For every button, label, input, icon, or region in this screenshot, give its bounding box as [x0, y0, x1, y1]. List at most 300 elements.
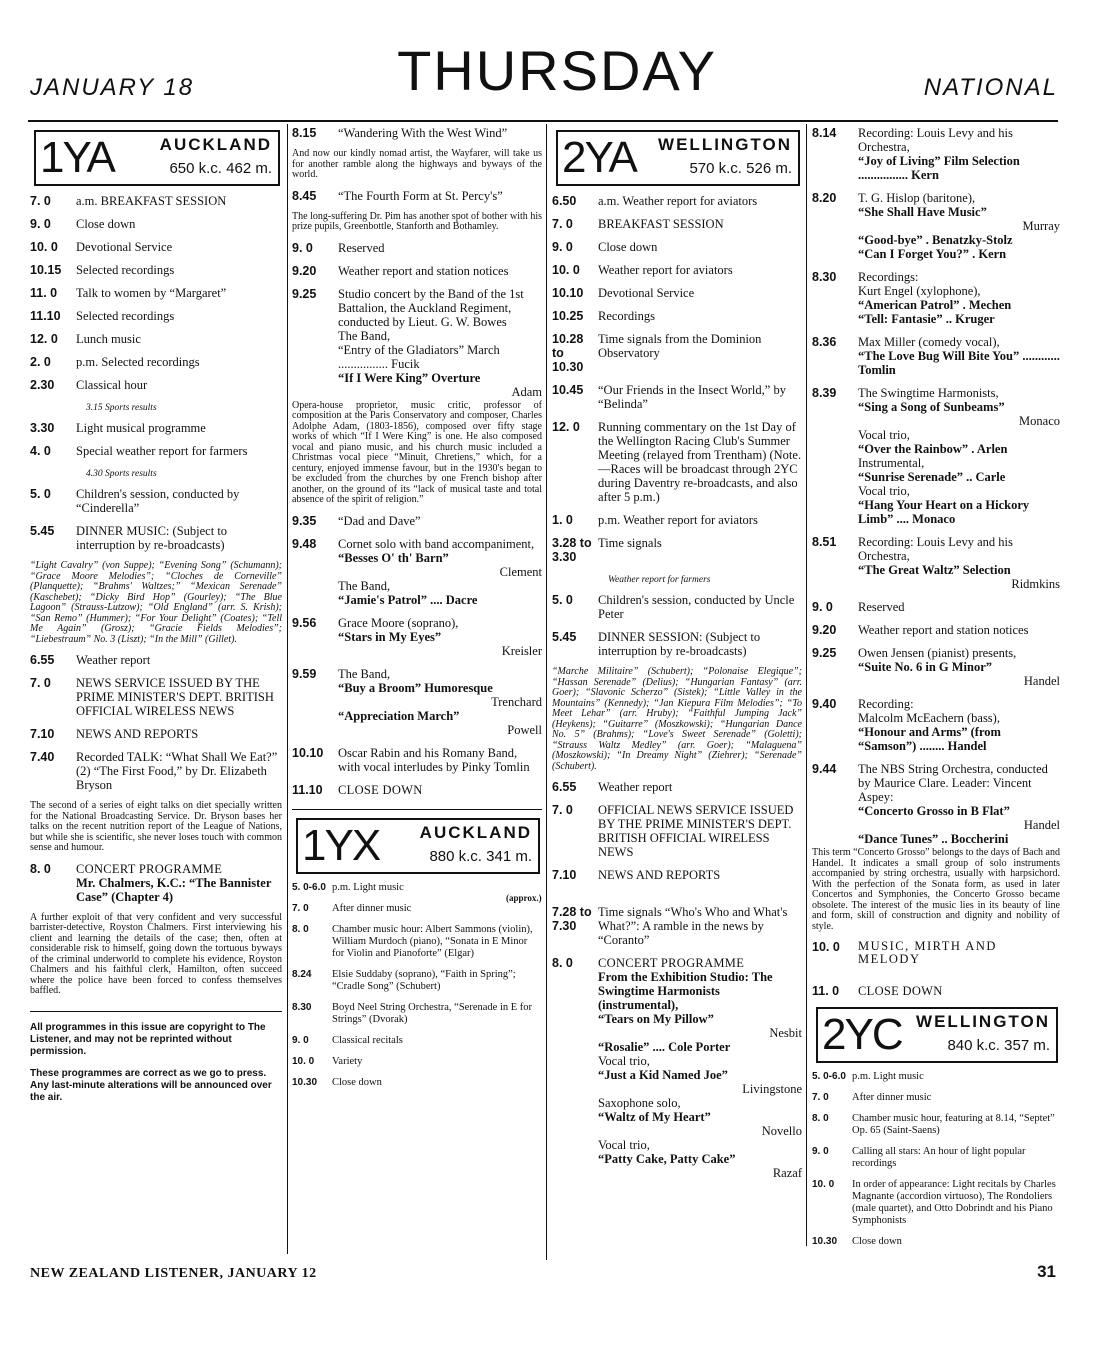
entry-composer: Adam	[511, 384, 542, 399]
entry-text: Weather report for aviators	[598, 263, 733, 277]
programme-entry	[30, 750, 282, 792]
entry-time: 6.50	[552, 194, 577, 208]
dinner-music-list: “Marche Militaire” (Schubert); “Polonaise Elegique”; “Hassan Serenade” (Delius); “Hungarian Fantasy” (arr. Goer); “Slavonic Scherzo” (Sistek); “Little Valley in the Mountains” (Kennedy); “Jan Kiepura Film Melodies”; “To Meet Lehar” (arr. Hruby); “Faithful Jumping Jack” (Heykens); “Guitarre” (Moszkowski); “Hungarian Dance No. 5” (Brahms); “Love's Sweet Serenade” (Goletti); “Strauss Waltz Medley” (arr. Goer); “Malaguena” (Moszkowski); “In Dreamy Night” (Ziehrer); “Serenade” (Schubert).	[552, 666, 802, 772]
entry-composer: Clement	[499, 564, 542, 579]
entry-time: 2. 0	[30, 355, 51, 369]
entry-text: The Swingtime Harmonists,	[858, 386, 999, 400]
entry-time: 3.28 to 3.30	[552, 536, 592, 564]
entry-text: Close down	[332, 1076, 382, 1088]
programme-entry	[30, 217, 282, 231]
programme-entry	[812, 535, 1060, 591]
entry-line: “Sing a Song of Sunbeams”	[858, 400, 1005, 414]
entry-time: 10.10	[292, 745, 324, 760]
column-2	[292, 126, 542, 1098]
programme-entry	[292, 287, 542, 399]
entry-time: 9.20	[292, 263, 317, 278]
entry-time: 8.51	[812, 535, 837, 549]
entry-text: Recordings	[598, 309, 655, 323]
entry-text: Time signals	[598, 536, 662, 550]
entry-time: 10.30	[812, 1236, 838, 1247]
station-box-2yc	[816, 1007, 1058, 1063]
entry-time: 10.15	[30, 263, 62, 277]
programme-entry	[30, 332, 282, 346]
programme-entry	[552, 536, 802, 564]
entry-time: 6.55	[30, 653, 55, 667]
concert-note: A further exploit of that very confident and very successful barrister-detective, Royston Chalmers. First interviewing his client and learning the details of the case; then, often at considerable risk to himself, going down the tortuous byways of the criminal underworld to complete his evidence, Royston Chalmers and his faithful clerk, Hamilton, often succeed where the police have been forced to confess themselves baffled.	[30, 911, 282, 996]
entry-time: 8. 0	[812, 1113, 829, 1124]
programme-entry	[292, 783, 542, 797]
programme-entry	[812, 940, 1060, 975]
entry-composer: Trenchard	[491, 694, 542, 709]
entry-time: 7. 0	[812, 1092, 829, 1103]
entry-text: Reserved	[858, 600, 905, 614]
entry-text: Special weather report for farmers	[76, 444, 248, 458]
programme-entry	[30, 862, 282, 904]
entry-time: 2.30	[30, 378, 55, 392]
entry-note: And now our kindly nomad artist, the Wayfarer, will take us for another ramble along the highways and byways of the world.	[292, 148, 542, 180]
entry-line: “Entry of the Gladiators” March ................ Fucik	[338, 342, 500, 371]
entry-text: Running commentary on the 1st Day of the Wellington Racing Club's Summer Meeting (relayed from Trentham) (Note.—Races will be broadcast through 2YC during Daventry re-broadcasts, and also after 5 p.m.)	[598, 420, 802, 504]
entry-time: 8.14	[812, 126, 837, 140]
programme-entry	[552, 803, 802, 859]
column-divider	[806, 124, 807, 1246]
entry-line: Instrumental,	[858, 456, 925, 470]
entry-text: “Wandering With the West Wind”	[338, 126, 508, 140]
station-call: 1YA	[40, 133, 114, 182]
entry-text: Chamber music hour, featuring at 8.14, “Septet” Op. 65 (Saint-Saens)	[852, 1113, 1055, 1136]
entry-composer: Novello	[761, 1124, 802, 1138]
programme-entry	[552, 194, 802, 208]
programme-entry	[292, 1035, 542, 1047]
programme-entry	[292, 903, 542, 915]
entry-time: 9. 0	[292, 240, 313, 255]
programme-entry	[30, 194, 282, 208]
entry-text: Classical recitals	[332, 1034, 403, 1046]
entry-text: The NBS String Orchestra, conducted by Maurice Clare. Leader: Vincent Aspey:	[858, 762, 1048, 804]
entry-time: 10.10	[552, 286, 584, 300]
entry-composer: Nesbit	[769, 1026, 802, 1040]
entry-composer: Ridmkins	[1011, 577, 1060, 591]
entry-text: Weather report	[598, 780, 673, 794]
entry-composer: Murray	[1022, 219, 1060, 233]
entry-line: Kurt Engel (xylophone),	[858, 284, 981, 298]
station-box-2ya	[556, 130, 800, 186]
entry-time: 7.40	[30, 750, 55, 764]
programme-entry	[292, 514, 542, 528]
entry-time: 9.25	[292, 286, 317, 301]
entry-time: 9.44	[812, 762, 837, 776]
entry-text: “The Fourth Form at St. Percy's”	[338, 188, 503, 203]
entry-text: Weather report and station notices	[858, 623, 1029, 637]
entry-line: “Appreciation March”	[338, 708, 460, 723]
entry-title: CONCERT PROGRAMME	[598, 956, 745, 970]
entry-text: Talk to women by “Margaret”	[76, 286, 227, 300]
entry-text: OFFICIAL NEWS SERVICE ISSUED BY THE PRIME MINISTER'S DEPT. BRITISH OFFICIAL WIRELESS NEWS	[598, 803, 794, 859]
programme-entry	[812, 126, 1060, 182]
entry-line: “Concerto Grosso in B Flat”	[858, 804, 1010, 818]
entry-note: Opera-house proprietor, music critic, professor of composition at the Paris Conservatory and composer, Charles Adolphe Adam, (1803-1856), composed over fifty stage works of which “If I Were King” is one. He also composed vocal and piano music, and his church music included a Christmas vocal piece “Minuit, Chretiens,” which, for a century, enjoyed immense favour, but in the 1930's began to be excluded from the churches by one French bishop after another, on the ground of its “lack of musical taste and total absence of the spirit of religion.”	[292, 399, 542, 505]
entry-text: Devotional Service	[598, 286, 695, 300]
entry-time: 10. 0	[30, 240, 58, 254]
programme-entry	[30, 653, 282, 667]
entry-line: “Hang Your Heart on a Hickory Limb” .... Monaco	[858, 498, 1030, 526]
programme-entry	[30, 378, 282, 392]
entry-time: 5. 0	[30, 487, 51, 501]
entry-text: Recording: Louis Levy and his Orchestra,	[858, 535, 1013, 563]
divider	[292, 809, 542, 810]
programme-entry	[292, 1002, 542, 1026]
station-box-1yA	[34, 130, 280, 186]
station-frequency: 570 k.c. 526 m.	[689, 160, 792, 177]
entry-text: BREAKFAST SESSION	[598, 217, 724, 231]
entry-time: 9. 0	[30, 217, 51, 231]
entry-text: Grace Moore (soprano),	[338, 615, 459, 630]
entry-time: 11. 0	[30, 286, 58, 300]
programme-entry	[292, 882, 542, 894]
entry-time: 1. 0	[552, 513, 573, 527]
network-label: NATIONAL	[923, 74, 1058, 101]
programme-entry	[552, 593, 802, 621]
programme-entry	[552, 286, 802, 300]
station-frequency: 650 k.c. 462 m.	[169, 160, 272, 177]
entry-text: Studio concert by the Band of the 1st Battalion, the Auckland Regiment, conducted by Lieut. G. W. Bowes	[338, 286, 524, 329]
entry-line: “Rosalie” .... Cole Porter	[598, 1040, 731, 1054]
entry-text: a.m. BREAKFAST SESSION	[76, 194, 227, 208]
entry-line: “Besses O' th' Barn”	[338, 550, 449, 565]
entry-time: 8.20	[812, 191, 837, 205]
entry-time: 12. 0	[552, 420, 580, 434]
entry-line: “Can I Forget You?” . Kern	[858, 247, 1007, 261]
programme-entry	[292, 1077, 542, 1089]
entry-text: p.m. Selected recordings	[76, 355, 200, 369]
programme-list	[30, 653, 282, 792]
station-call: 1YX	[302, 820, 380, 870]
entry-time: 8.45	[292, 188, 317, 203]
footer-publication: NEW ZEALAND LISTENER, JANUARY 12	[30, 1266, 317, 1281]
entry-sub: From the Exhibition Studio: The Swingtime Harmonists (instrumental),	[598, 970, 773, 1012]
entry-time: 7. 0	[30, 676, 51, 690]
entry-time: 8.24	[292, 968, 312, 980]
entry-time: 10.30	[292, 1076, 318, 1088]
programme-entry	[30, 263, 282, 277]
entry-time: 9.35	[292, 513, 317, 528]
entry-composer: Monaco	[1019, 414, 1060, 428]
entry-composer: Razaf	[772, 1166, 802, 1180]
programme-entry	[30, 444, 282, 458]
programme-entry	[292, 126, 542, 140]
entry-text: After dinner music	[332, 902, 412, 914]
entry-text: Oscar Rabin and his Romany Band, with vocal interludes by Pinky Tomlin	[338, 745, 530, 774]
programme-entry	[292, 264, 542, 278]
entry-text: p.m. Light music	[332, 881, 404, 893]
entry-text: Weather report and station notices	[338, 263, 509, 278]
programme-entry	[552, 513, 802, 527]
programme-entry	[292, 241, 542, 255]
entry-line: “Honour and Arms” (from “Samson”) ........ Handel	[858, 725, 1001, 753]
column-divider	[546, 124, 547, 1260]
entry-time: 9.56	[292, 615, 317, 630]
entry-time: 4. 0	[30, 444, 51, 458]
programme-entry	[812, 762, 1060, 846]
entry-line: “Tears on My Pillow”	[598, 1012, 714, 1026]
entry-time: 9. 0	[552, 240, 573, 254]
programme-entry	[552, 956, 802, 1180]
entry-text: Time signals “Who's Who and What's What?”: A ramble in the news by “Coranto”	[598, 905, 788, 947]
entry-time: 9.40	[812, 697, 837, 711]
entry-time: 9. 0	[812, 1146, 829, 1157]
page-number: 31	[1037, 1262, 1056, 1281]
entry-time: 8.39	[812, 386, 837, 400]
entry-composer: Kreisler	[501, 643, 542, 658]
programme-entry	[30, 309, 282, 323]
entry-text: Light musical programme	[76, 421, 206, 435]
entry-line: “Buy a Broom” Humoresque	[338, 680, 493, 695]
entry-time: 7.10	[30, 727, 55, 741]
entry-text: Devotional Service	[76, 240, 173, 254]
entry-time: 7.28 to 7.30	[552, 905, 592, 933]
entry-line: Vocal trio,	[858, 428, 910, 442]
entry-time: 9. 0	[812, 600, 833, 614]
entry-title: CONCERT PROGRAMME	[76, 861, 223, 876]
programme-list	[812, 1071, 1060, 1248]
entry-time: 10. 0	[812, 940, 840, 954]
entry-text: After dinner music	[852, 1092, 932, 1103]
entry-time: 5. 0-6.0	[812, 1071, 846, 1082]
programme-entry	[552, 217, 802, 231]
entry-time: 10. 0	[292, 1055, 315, 1067]
entry-time: 10. 0	[552, 263, 580, 277]
entry-time: 5. 0-6.0	[292, 881, 326, 893]
entry-text: CLOSE DOWN	[338, 782, 423, 797]
programme-entry	[292, 924, 542, 960]
talk-note: The second of a series of eight talks on diet specially written for the National Broadcasting Service. Dr. Bryson bases her talks on the recent nutrition report of the League of Nations, but while she is scientific, she never loses touch with common sense and humour.	[30, 800, 282, 853]
programme-entry	[812, 984, 1060, 998]
entry-time: 8.36	[812, 335, 837, 349]
divider	[30, 1011, 282, 1012]
entry-time: 5. 0	[552, 593, 573, 607]
entry-time: 7.10	[552, 868, 577, 882]
station-call: 2YC	[822, 1010, 902, 1059]
entry-text: p.m. Light music	[852, 1071, 924, 1082]
column-divider	[287, 124, 288, 1254]
entry-composer: Handel	[1023, 818, 1060, 832]
programme-entry	[812, 1113, 1060, 1137]
station-frequency: 880 k.c. 341 m.	[429, 847, 532, 865]
entry-composer: Powell	[507, 722, 542, 737]
entry-text: p.m. Weather report for aviators	[598, 513, 758, 527]
entry-text: Recording:	[858, 697, 914, 711]
entry-composer: Handel	[1023, 674, 1060, 688]
entry-text: Reserved	[338, 240, 385, 255]
entry-text: Owen Jensen (pianist) presents,	[858, 646, 1017, 660]
programme-entry	[812, 646, 1060, 688]
entry-line: “Jamie's Patrol” .... Dacre	[338, 592, 478, 607]
programme-list	[292, 882, 542, 1089]
header-rule	[28, 120, 1058, 122]
column-4	[812, 126, 1060, 1257]
entry-text: NEWS SERVICE ISSUED BY THE PRIME MINISTER'S DEPT. BRITISH OFFICIAL WIRELESS NEWS	[76, 676, 274, 718]
dinner-music-list: “Light Cavalry” (von Suppe); “Evening Song” (Schumann); “Grace Moore Melodies”; “Cloches de Corneville” (Planquette); “Brahms' Waltzes;” “Mexican Serenade” (Kaschebet); “Dicky Bird Hop” (Gourley); “The Blue Lagoon” (Strauss-Lutzow); “Old England” (arr. S. Krish); “San Remo” (Hummer); “For Your Delight” (Coates); “Tell Me Again” (Grosz); “Gracie Fields Melodies”; “Liebestraum” No. 3 (Liszt); “In the Mill” (Gillet).	[30, 560, 282, 645]
programme-entry	[30, 487, 282, 515]
entry-time: 3.30	[30, 421, 55, 435]
entry-time: 7. 0	[552, 217, 573, 231]
programme-entry	[292, 537, 542, 607]
entry-text: “Our Friends in the Insect World,” by “Belinda”	[598, 383, 786, 411]
programme-entry	[812, 335, 1060, 377]
entry-line: Saxophone solo,	[598, 1096, 681, 1110]
entry-text: “Dad and Dave”	[338, 513, 421, 528]
entry-text: DINNER SESSION: (Subject to interruption by re-broadcasts)	[598, 630, 761, 658]
column-1yA	[30, 126, 282, 1114]
entry-line: The Band,	[338, 578, 391, 593]
programme-entry	[812, 623, 1060, 637]
entry-subnote: 4.30 Sports results	[86, 469, 157, 479]
entry-time: 8.15	[292, 126, 317, 140]
programme-entry	[552, 905, 802, 947]
entry-text: CLOSE DOWN	[858, 984, 943, 998]
entry-text: Max Miller (comedy vocal),	[858, 335, 1000, 349]
programme-entry	[552, 332, 802, 374]
entry-text: Classical hour	[76, 378, 148, 392]
programme-entry	[292, 189, 542, 203]
entry-text: The Band,	[338, 666, 391, 681]
entry-text: Close down	[598, 240, 658, 254]
programme-list	[506, 780, 802, 947]
entry-text: Close down	[76, 217, 136, 231]
entry-text: Time signals from the Dominion Observatory	[598, 332, 762, 360]
entry-line: The Band,	[338, 328, 391, 343]
programme-entry	[292, 616, 542, 658]
entry-time: 11.10	[30, 309, 61, 323]
entry-note: This term “Concerto Grosso” belongs to the days of Bach and Handel. It indicates a small group of solo instruments accompanied by string orchestra, usually with harpsichord. With the perfection of the Sonata form, as used in later Concertos and Symphonies, the Concerto Grosso became obsolete. The interest of the music lies in its beauty of line and form, skill of construction and dignity and nobility of style.	[812, 847, 1060, 932]
entry-line: “If I Were King” Overture	[338, 370, 481, 385]
station-call: 2YA	[562, 133, 636, 182]
entry-text: Recorded TALK: “What Shall We Eat?” (2) “The First Food,” by Dr. Elizabeth Bryson	[76, 750, 278, 792]
programme-list	[30, 194, 282, 552]
entry-time: 7. 0	[292, 902, 309, 914]
station-city: WELLINGTON	[658, 135, 792, 154]
programme-entry	[30, 421, 282, 435]
entry-time: 9. 0	[292, 1034, 309, 1046]
entry-line: “The Great Waltz” Selection	[858, 563, 1011, 577]
entry-text: Close down	[852, 1236, 902, 1247]
entry-time: 10.28 to 10.30	[552, 332, 584, 374]
entry-time: 9.25	[812, 646, 837, 660]
entry-time: 9.59	[292, 666, 317, 681]
entry-line: “Stars in My Eyes”	[338, 629, 442, 644]
entry-line: “Good-bye” . Benatzky-Stolz	[858, 233, 1013, 247]
entry-text: MUSIC, MIRTH AND MELODY	[858, 939, 997, 966]
programme-entry	[30, 727, 282, 741]
programme-entry	[812, 1179, 1060, 1227]
programme-entry	[812, 1071, 1060, 1083]
programme-entry	[30, 355, 282, 369]
entry-line: Vocal trio,	[598, 1054, 650, 1068]
entry-text: Selected recordings	[76, 309, 175, 323]
entry-time: 11.10	[292, 782, 323, 797]
entry-time: 8. 0	[292, 923, 309, 935]
entry-time: 7. 0	[30, 194, 51, 208]
entry-text: NEWS AND REPORTS	[76, 727, 199, 741]
entry-time: 5.45	[30, 524, 55, 538]
entry-line: “Just a Kid Named Joe”	[598, 1068, 728, 1082]
programme-entry	[552, 420, 802, 504]
station-city: AUCKLAND	[419, 822, 532, 842]
entry-line: “Over the Rainbow” . Arlen	[858, 442, 1008, 456]
entry-time: 8. 0	[30, 861, 51, 876]
programme-entry	[812, 697, 1060, 753]
programme-entry	[812, 1146, 1060, 1170]
programme-entry	[292, 969, 542, 993]
entry-text: DINNER MUSIC: (Subject to interruption by re-broadcasts)	[76, 524, 228, 552]
entry-time: 5.45	[552, 630, 577, 644]
entry-text: Lunch music	[76, 332, 141, 346]
programme-entry	[812, 1236, 1060, 1248]
entry-text: Calling all stars: An hour of light popular recordings	[852, 1146, 1026, 1169]
programme-entry	[30, 240, 282, 254]
entry-text: NEWS AND REPORTS	[598, 868, 721, 882]
entry-text: Recording: Louis Levy and his Orchestra,	[858, 126, 1013, 154]
entry-time: 10.25	[552, 309, 584, 323]
correction-note: These programmes are correct as we go to press. Any last-minute alterations will be announced over the air.	[30, 1067, 272, 1103]
programme-entry	[812, 600, 1060, 614]
entry-note: The long-suffering Dr. Pim has another spot of bother with his prize pupils, Greenbottle, Stanforth and Bothamley.	[292, 210, 542, 232]
programme-entry	[292, 667, 542, 737]
entry-time: 10. 0	[812, 1179, 835, 1190]
programme-entry	[30, 524, 282, 552]
entry-text: Children's session, conducted by “Cinderella”	[76, 487, 240, 515]
entry-text: Elsie Suddaby (soprano), “Faith in Spring”; “Cradle Song” (Schubert)	[332, 968, 516, 992]
programme-entry	[812, 1092, 1060, 1104]
station-box-1yx	[296, 818, 540, 874]
entry-line: “Tell: Fantasie” .. Kruger	[858, 312, 995, 326]
station-frequency: 840 k.c. 357 m.	[947, 1037, 1050, 1054]
entry-text: Chamber music hour: Albert Sammons (violin), William Murdoch (piano), “Sonata in E Minor for Violin and Pianoforte” (Elgar)	[332, 923, 533, 959]
programme-entry	[552, 630, 802, 658]
station-city: WELLINGTON	[916, 1012, 1050, 1031]
entry-line: “She Shall Have Music”	[858, 205, 987, 219]
entry-line: Malcolm McEachern (bass),	[858, 711, 1000, 725]
entry-text: In order of appearance: Light recitals by Charles Magnante (accordion virtuoso), The Rondoliers (male quartet), and Otto Dobrindt and his Piano Symphonists	[852, 1179, 1056, 1226]
entry-text: Recordings:	[858, 270, 919, 284]
programme-list	[552, 194, 802, 658]
entry-time: 8. 0	[552, 956, 573, 970]
programme-entry	[552, 383, 802, 411]
programme-entry	[812, 386, 1060, 526]
station-city: AUCKLAND	[159, 135, 272, 154]
entry-text: T. G. Hislop (baritone),	[858, 191, 976, 205]
entry-text: Weather report	[76, 653, 151, 667]
entry-line: “The Love Bug Will Bite You” ............ Tomlin	[858, 349, 1060, 377]
issue-date: JANUARY 18	[30, 74, 195, 101]
programme-entry	[292, 746, 542, 774]
programme-entry	[552, 309, 802, 323]
entry-text: Cornet solo with band accompaniment,	[338, 536, 535, 551]
programme-entry	[812, 270, 1060, 326]
entry-composer: Livingstone	[742, 1082, 802, 1096]
entry-sub: Mr. Chalmers, K.C.: “The Bannister Case” (Chapter 4)	[76, 875, 272, 904]
entry-line: “Waltz of My Heart”	[598, 1110, 711, 1124]
entry-approx: (approx.)	[506, 893, 542, 903]
entry-line: Vocal trio,	[858, 484, 910, 498]
entry-time: 7. 0	[552, 803, 573, 817]
programme-entry	[552, 263, 802, 277]
programme-entry	[292, 1056, 542, 1068]
entry-text: a.m. Weather report for aviators	[598, 194, 758, 208]
entry-subnote: Weather report for farmers	[608, 575, 711, 585]
page-title: THURSDAY	[397, 39, 717, 102]
programme-entry	[552, 240, 802, 254]
